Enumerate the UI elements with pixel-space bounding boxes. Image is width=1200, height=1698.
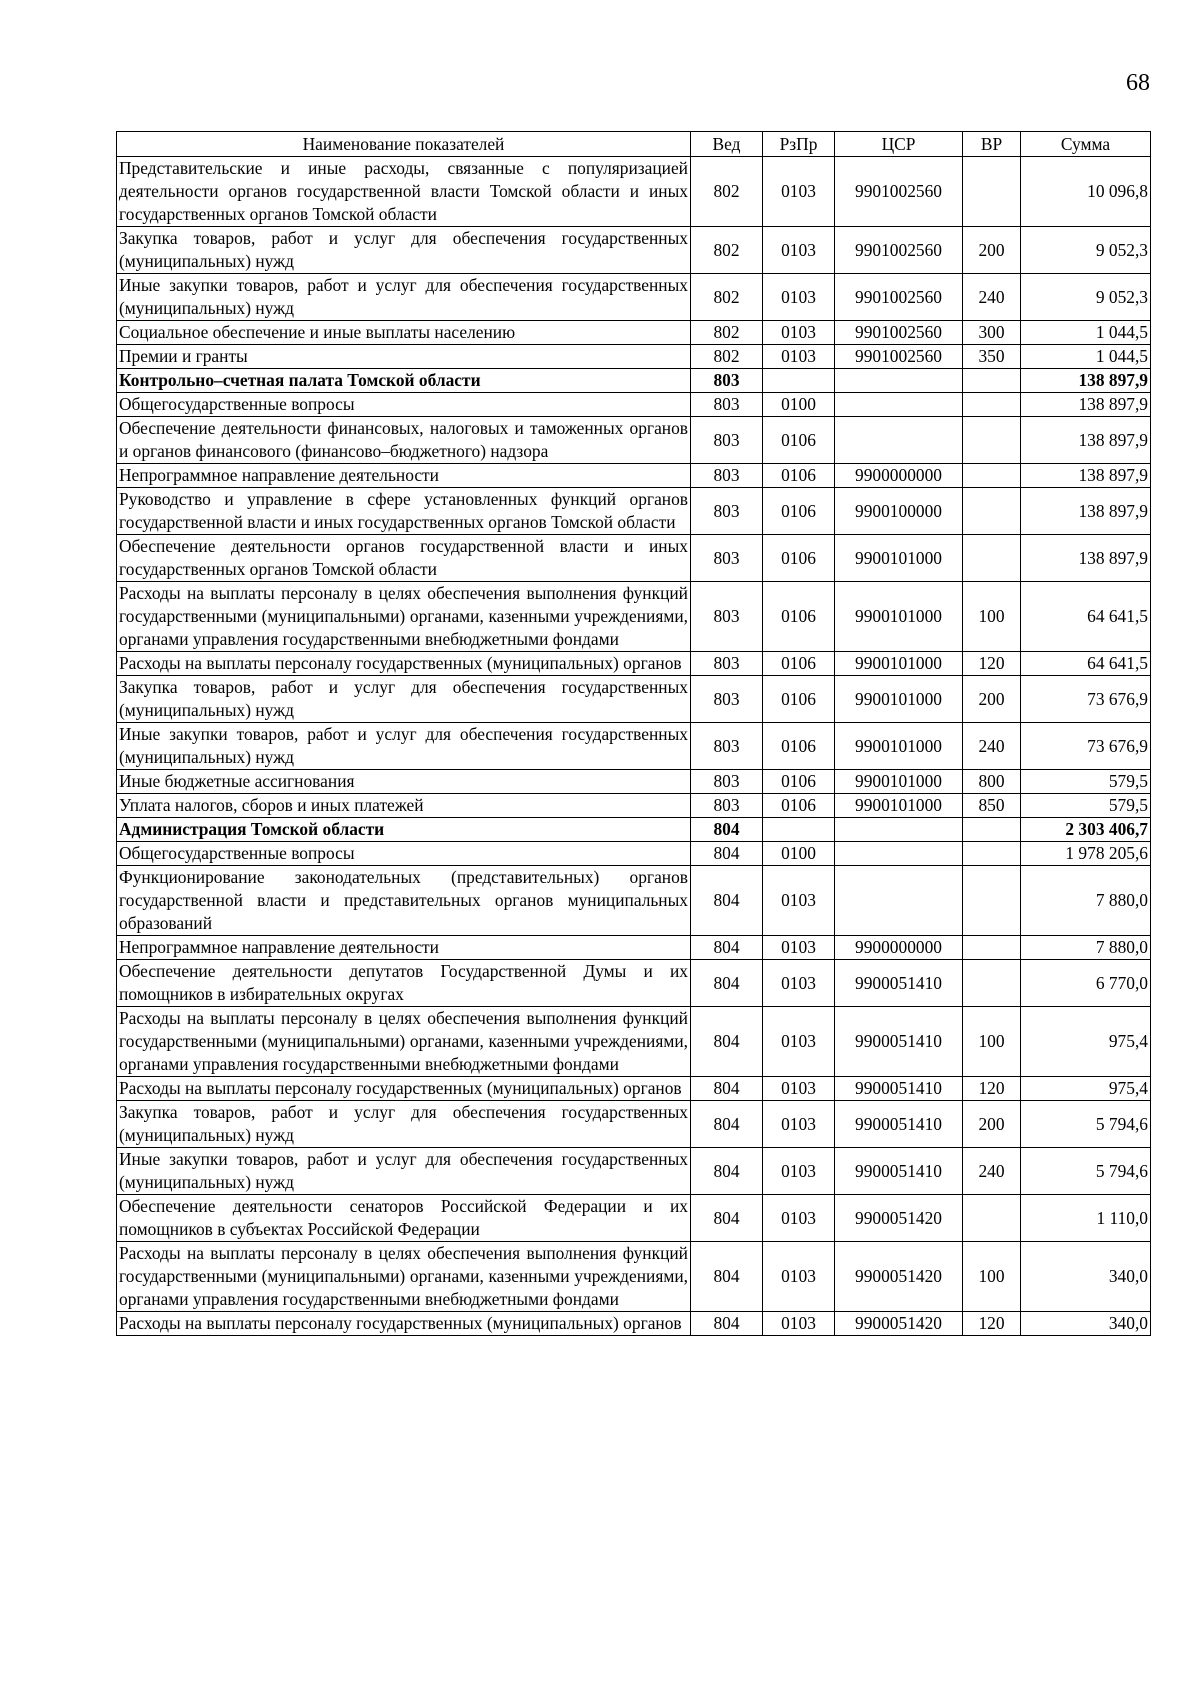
cell-name: Расходы на выплаты персоналу в целях обеспечения выполнения функций государственными (муниципальными) органами, казенными учреждениями, органами управления государственными внебюджетными фондами [117,582,691,652]
cell-csr: 9900101000 [835,652,963,676]
cell-ved: 804 [691,1242,763,1312]
table-row [117,676,1151,723]
cell-csr: 9901002560 [835,321,963,345]
cell-csr: 9900051410 [835,1007,963,1077]
cell-sum: 6 770,0 [1021,960,1151,1007]
table-row [117,1148,1151,1195]
cell-vr [963,842,1021,866]
cell-csr: 9901002560 [835,227,963,274]
cell-csr [835,818,963,842]
cell-ved: 803 [691,488,763,535]
header-ved: Вед [691,132,763,157]
cell-name: Иные закупки товаров, работ и услуг для обеспечения государственных (муниципальных) нужд [117,1148,691,1195]
header-rzpr: РзПр [763,132,835,157]
cell-name: Общегосударственные вопросы [117,393,691,417]
cell-vr: 240 [963,274,1021,321]
cell-sum: 5 794,6 [1021,1148,1151,1195]
cell-vr: 100 [963,1007,1021,1077]
cell-sum: 64 641,5 [1021,582,1151,652]
page-number: 68 [1126,70,1150,96]
table-row [117,1195,1151,1242]
cell-vr [963,1195,1021,1242]
cell-sum: 73 676,9 [1021,676,1151,723]
cell-name: Общегосударственные вопросы [117,842,691,866]
cell-sum: 579,5 [1021,770,1151,794]
cell-csr: 9900000000 [835,464,963,488]
cell-rzpr: 0103 [763,1007,835,1077]
cell-csr: 9900101000 [835,676,963,723]
cell-name: Премии и гранты [117,345,691,369]
table-row [117,770,1151,794]
cell-sum: 73 676,9 [1021,723,1151,770]
cell-rzpr: 0103 [763,345,835,369]
header-row [117,132,1151,157]
cell-vr: 200 [963,227,1021,274]
cell-ved: 804 [691,866,763,936]
cell-rzpr: 0103 [763,1312,835,1336]
cell-name: Расходы на выплаты персоналу государственных (муниципальных) органов [117,1077,691,1101]
cell-sum: 2 303 406,7 [1021,818,1151,842]
cell-rzpr: 0106 [763,723,835,770]
cell-csr: 9901002560 [835,157,963,227]
cell-name: Администрация Томской области [117,818,691,842]
cell-vr [963,369,1021,393]
cell-sum: 975,4 [1021,1007,1151,1077]
cell-name: Иные закупки товаров, работ и услуг для обеспечения государственных (муниципальных) нужд [117,723,691,770]
cell-name: Обеспечение деятельности сенаторов Российской Федерации и их помощников в субъектах Российской Федерации [117,1195,691,1242]
cell-rzpr: 0106 [763,464,835,488]
table-row [117,936,1151,960]
table-row [117,157,1151,227]
table-row [117,818,1151,842]
cell-vr: 200 [963,1101,1021,1148]
cell-sum: 138 897,9 [1021,393,1151,417]
table-header [117,132,1151,157]
cell-ved: 804 [691,842,763,866]
cell-rzpr: 0100 [763,393,835,417]
table-row [117,369,1151,393]
cell-rzpr: 0106 [763,535,835,582]
cell-vr [963,488,1021,535]
cell-sum: 1 978 205,6 [1021,842,1151,866]
cell-ved: 803 [691,676,763,723]
cell-rzpr: 0103 [763,1242,835,1312]
cell-ved: 803 [691,417,763,464]
table-row [117,1101,1151,1148]
cell-csr: 9900051420 [835,1195,963,1242]
cell-name: Расходы на выплаты персоналу в целях обеспечения выполнения функций государственными (муниципальными) органами, казенными учреждениями, органами управления государственными внебюджетными фондами [117,1242,691,1312]
table-row [117,794,1151,818]
cell-name: Расходы на выплаты персоналу в целях обеспечения выполнения функций государственными (муниципальными) органами, казенными учреждениями, органами управления государственными внебюджетными фондами [117,1007,691,1077]
cell-ved: 804 [691,1195,763,1242]
table-row [117,274,1151,321]
cell-csr: 9901002560 [835,345,963,369]
header-name: Наименование показателей [117,132,691,157]
cell-sum: 10 096,8 [1021,157,1151,227]
cell-vr: 200 [963,676,1021,723]
cell-vr [963,818,1021,842]
cell-csr: 9900101000 [835,535,963,582]
cell-vr [963,417,1021,464]
cell-rzpr: 0106 [763,488,835,535]
cell-vr: 800 [963,770,1021,794]
cell-name: Непрограммное направление деятельности [117,936,691,960]
cell-name: Закупка товаров, работ и услуг для обеспечения государственных (муниципальных) нужд [117,227,691,274]
cell-ved: 803 [691,582,763,652]
cell-csr: 9900051410 [835,960,963,1007]
cell-csr: 9900051420 [835,1242,963,1312]
cell-name: Непрограммное направление деятельности [117,464,691,488]
table-row [117,535,1151,582]
cell-rzpr: 0103 [763,1077,835,1101]
cell-rzpr: 0103 [763,274,835,321]
cell-name: Обеспечение деятельности финансовых, налоговых и таможенных органов и органов финансового (финансово–бюджетного) надзора [117,417,691,464]
cell-ved: 803 [691,770,763,794]
cell-vr: 240 [963,1148,1021,1195]
cell-name: Иные закупки товаров, работ и услуг для обеспечения государственных (муниципальных) нужд [117,274,691,321]
cell-sum: 138 897,9 [1021,488,1151,535]
cell-ved: 804 [691,1312,763,1336]
header-csr: ЦСР [835,132,963,157]
cell-name: Функционирование законодательных (представительных) органов государственной власти и представительных органов муниципальных образований [117,866,691,936]
table-row [117,345,1151,369]
cell-sum: 138 897,9 [1021,535,1151,582]
table-row [117,393,1151,417]
cell-vr: 300 [963,321,1021,345]
table-row [117,866,1151,936]
cell-vr [963,157,1021,227]
cell-rzpr: 0103 [763,227,835,274]
cell-rzpr: 0106 [763,652,835,676]
cell-rzpr: 0103 [763,1101,835,1148]
cell-ved: 803 [691,652,763,676]
cell-rzpr: 0106 [763,770,835,794]
table-row [117,488,1151,535]
cell-ved: 802 [691,345,763,369]
cell-vr: 240 [963,723,1021,770]
table-body [117,157,1151,1336]
cell-name: Расходы на выплаты персоналу государственных (муниципальных) органов [117,652,691,676]
cell-ved: 804 [691,1148,763,1195]
cell-rzpr: 0106 [763,582,835,652]
cell-rzpr: 0103 [763,960,835,1007]
cell-rzpr: 0103 [763,1195,835,1242]
cell-ved: 803 [691,393,763,417]
cell-vr [963,464,1021,488]
cell-ved: 803 [691,794,763,818]
cell-sum: 138 897,9 [1021,417,1151,464]
table-row [117,1007,1151,1077]
cell-rzpr: 0100 [763,842,835,866]
cell-ved: 802 [691,274,763,321]
cell-ved: 803 [691,535,763,582]
cell-rzpr: 0103 [763,1148,835,1195]
cell-name: Обеспечение деятельности органов государственной власти и иных государственных органов Томской области [117,535,691,582]
cell-ved: 804 [691,960,763,1007]
cell-sum: 1 044,5 [1021,345,1151,369]
cell-sum: 340,0 [1021,1242,1151,1312]
cell-ved: 803 [691,723,763,770]
cell-ved: 804 [691,1101,763,1148]
budget-table [116,131,1151,1336]
table-row [117,723,1151,770]
cell-ved: 804 [691,936,763,960]
cell-vr: 100 [963,582,1021,652]
cell-csr [835,842,963,866]
cell-csr: 9900100000 [835,488,963,535]
table-row [117,1077,1151,1101]
cell-vr: 120 [963,1312,1021,1336]
cell-sum: 9 052,3 [1021,274,1151,321]
table-row [117,1242,1151,1312]
cell-sum: 9 052,3 [1021,227,1151,274]
cell-vr [963,535,1021,582]
cell-rzpr: 0106 [763,417,835,464]
cell-sum: 975,4 [1021,1077,1151,1101]
table-row [117,652,1151,676]
cell-name: Закупка товаров, работ и услуг для обеспечения государственных (муниципальных) нужд [117,1101,691,1148]
cell-name: Иные бюджетные ассигнования [117,770,691,794]
cell-csr: 9900051410 [835,1148,963,1195]
cell-sum: 340,0 [1021,1312,1151,1336]
cell-rzpr [763,369,835,393]
cell-rzpr [763,818,835,842]
cell-vr [963,393,1021,417]
cell-name: Социальное обеспечение и иные выплаты населению [117,321,691,345]
cell-vr [963,936,1021,960]
cell-name: Представительские и иные расходы, связанные с популяризацией деятельности органов государственной власти Томской области и иных государственных органов Томской области [117,157,691,227]
cell-rzpr: 0103 [763,936,835,960]
cell-csr [835,866,963,936]
cell-vr: 100 [963,1242,1021,1312]
cell-csr [835,417,963,464]
cell-csr: 9900000000 [835,936,963,960]
cell-ved: 804 [691,1007,763,1077]
cell-name: Обеспечение деятельности депутатов Государственной Думы и их помощников в избирательных округах [117,960,691,1007]
cell-csr [835,393,963,417]
cell-csr: 9900101000 [835,770,963,794]
cell-ved: 804 [691,1077,763,1101]
cell-rzpr: 0103 [763,321,835,345]
header-sum: Сумма [1021,132,1151,157]
cell-vr [963,866,1021,936]
cell-ved: 802 [691,227,763,274]
table-row [117,582,1151,652]
cell-ved: 803 [691,464,763,488]
cell-sum: 7 880,0 [1021,936,1151,960]
table-row [117,464,1151,488]
cell-vr: 120 [963,652,1021,676]
table-row [117,321,1151,345]
cell-csr: 9900051410 [835,1077,963,1101]
cell-vr: 850 [963,794,1021,818]
cell-sum: 1 110,0 [1021,1195,1151,1242]
cell-sum: 5 794,6 [1021,1101,1151,1148]
table-row [117,227,1151,274]
cell-sum: 138 897,9 [1021,369,1151,393]
cell-csr [835,369,963,393]
header-vr: ВР [963,132,1021,157]
cell-name: Закупка товаров, работ и услуг для обеспечения государственных (муниципальных) нужд [117,676,691,723]
table-row [117,842,1151,866]
cell-csr: 9900051410 [835,1101,963,1148]
cell-name: Расходы на выплаты персоналу государственных (муниципальных) органов [117,1312,691,1336]
cell-csr: 9900051420 [835,1312,963,1336]
table-row [117,960,1151,1007]
cell-ved: 803 [691,369,763,393]
cell-csr: 9900101000 [835,582,963,652]
table-row [117,417,1151,464]
cell-name: Руководство и управление в сфере установленных функций органов государственной власти и иных государственных органов Томской области [117,488,691,535]
cell-rzpr: 0106 [763,794,835,818]
cell-ved: 802 [691,321,763,345]
cell-vr: 350 [963,345,1021,369]
cell-vr: 120 [963,1077,1021,1101]
cell-rzpr: 0103 [763,157,835,227]
cell-name: Уплата налогов, сборов и иных платежей [117,794,691,818]
cell-vr [963,960,1021,1007]
cell-ved: 802 [691,157,763,227]
cell-sum: 7 880,0 [1021,866,1151,936]
cell-sum: 579,5 [1021,794,1151,818]
cell-sum: 138 897,9 [1021,464,1151,488]
cell-csr: 9900101000 [835,794,963,818]
cell-sum: 64 641,5 [1021,652,1151,676]
cell-rzpr: 0106 [763,676,835,723]
cell-ved: 804 [691,818,763,842]
cell-rzpr: 0103 [763,866,835,936]
cell-csr: 9901002560 [835,274,963,321]
cell-name: Контрольно–счетная палата Томской области [117,369,691,393]
table-row [117,1312,1151,1336]
cell-csr: 9900101000 [835,723,963,770]
cell-sum: 1 044,5 [1021,321,1151,345]
